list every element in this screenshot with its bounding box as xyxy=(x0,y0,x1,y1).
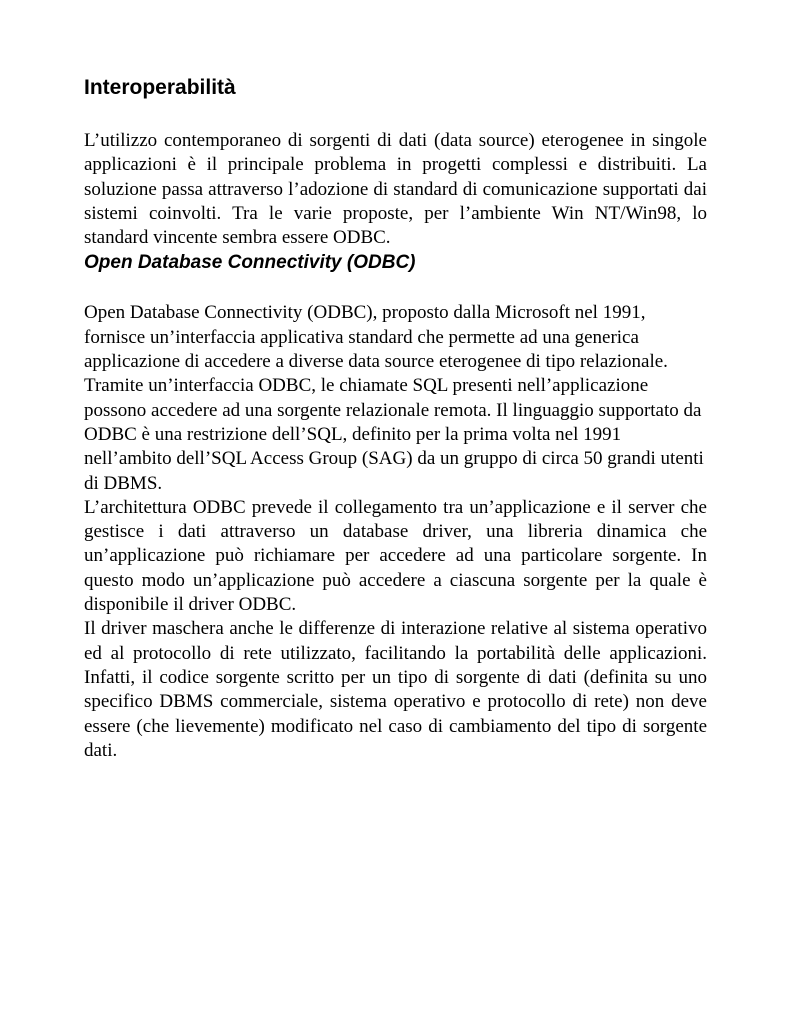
odbc-paragraph-2: L’architettura ODBC prevede il collegamento tra un’applicazione e il server che gestisce i dati attraverso un database driver, una libreria dinamica che un’applicazione può richiamare per accedere ad una particolare sorgente. In questo modo un’applicazione può accedere a ciascuna sorgente per la quale è disponibile il driver ODBC. xyxy=(84,496,707,616)
odbc-paragraph-3: Il driver maschera anche le differenze di interazione relative al sistema operativo ed al protocollo di rete utilizzato, facilitando la portabilità delle applicazioni. Infatti, il codice sorgente scritto per un tipo di sorgente di dati (definita su uno specifico DBMS commerciale, sistema operativo e protocollo di rete) non deve essere (che lievemente) modificato nel caso di cambiamento del tipo di sorgente dati. xyxy=(84,618,707,761)
section-title: Interoperabilità xyxy=(84,76,236,99)
intro-paragraph: L’utilizzo contemporaneo di sorgenti di dati (data source) eterogenee in singole applicazioni è il principale problema in progetti complessi e distribuiti. La soluzione passa attraverso l’adozione di standard di comunicazione supportati dai sistemi coinvolti. Tra le varie proposte, per l’ambiente Win NT/Win98, lo standard vincente sembra essere ODBC. xyxy=(84,130,707,249)
subsection-title: Open Database Connectivity (ODBC) xyxy=(84,252,416,274)
odbc-paragraph-1: Open Database Connectivity (ODBC), proposto dalla Microsoft nel 1991, fornisce un’interfaccia applicativa standard che permette ad una generica applicazione di accedere a diverse data source eterogenee di tipo relazionale. Tramite un’interfaccia ODBC, le chiamate SQL presenti nell’applicazione possono accedere ad una sorgente relazionale remota. Il linguaggio supportato da ODBC è una restrizione dell’SQL, definito per la prima volta nel 1991 nell’ambito dell’SQL Access Group (SAG) da un gruppo di circa 50 grandi utenti di DBMS. xyxy=(84,302,704,494)
document-content xyxy=(84,74,707,763)
